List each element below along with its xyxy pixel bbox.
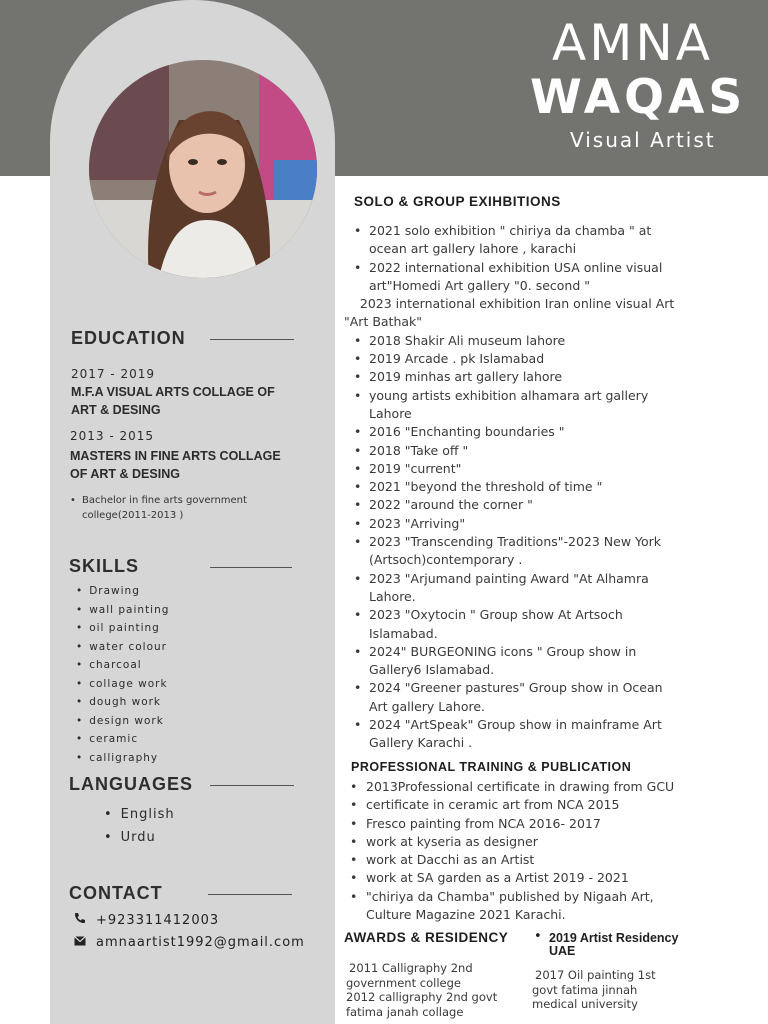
exhibition-item: • 2023 "Transcending Traditions"-2023 New York (Artsoch)contemporary .	[344, 533, 754, 570]
residency-line1: 2019 Artist Residency	[549, 931, 679, 945]
residency-line2: UAE	[549, 943, 576, 958]
contact-phone-row[interactable]	[74, 912, 219, 928]
skills-heading: SKILLS	[69, 556, 140, 576]
award-line: govt fatima jinnah	[532, 982, 638, 997]
name-first: AMNA	[552, 14, 713, 72]
contact-heading: CONTACT	[69, 883, 163, 903]
role-title: Visual Artist	[570, 128, 716, 152]
exhibition-item: • young artists exhibition alhamara art gallery Lahore	[344, 387, 754, 424]
envelope-icon	[74, 935, 88, 950]
languages-heading: LANGUAGES	[69, 774, 194, 794]
education-title-1	[71, 383, 275, 419]
exhibition-item: • 2018 Shakir Ali museum lahore	[344, 332, 754, 350]
exhibition-item: • 2016 "Enchanting boundaries "	[344, 423, 754, 441]
skill-item: • dough work	[76, 695, 169, 714]
education-title-2-line1: MASTERS IN FINE ARTS COLLAGE	[70, 449, 281, 463]
exhibition-item: • 2023 "Oxytocin " Group show At Artsoch Islamabad.	[344, 606, 754, 643]
exhibition-item: • 2019 Arcade . pk Islamabad	[344, 350, 754, 368]
exhibition-item: • 2023 "Arjumand painting Award "At Alhamra Lahore.	[344, 570, 754, 607]
exhibition-item: • 2022 international exhibition USA online visual art"Homedi Art gallery "0. second "	[344, 259, 754, 296]
name-last: WAQAS	[530, 70, 747, 125]
bullet-icon: •	[70, 495, 76, 506]
training-item: • "chiriya da Chamba" published by Nigaah Art, Culture Magazine 2021 Karachi.	[344, 888, 754, 925]
training-item: • work at kyseria as designer	[344, 833, 754, 851]
award-line: 2017 Oil painting 1st	[535, 968, 656, 982]
exhibition-item: • 2021 solo exhibition " chiriya da chamba " at ocean art gallery lahore , karachi	[344, 222, 754, 259]
exhibition-item: • 2023 "Arriving"	[344, 515, 754, 533]
skill-item: • charcoal	[76, 658, 169, 677]
language-item: • Urdu	[104, 830, 175, 853]
skill-item: • calligraphy	[76, 751, 169, 770]
education-years-1: 2017 - 2019	[71, 367, 156, 381]
contact-phone[interactable]: +923311412003	[96, 913, 220, 928]
skill-item: • wall painting	[76, 603, 169, 622]
education-title-2	[70, 447, 281, 483]
skill-item: • water colour	[76, 640, 169, 659]
skills-rule	[210, 567, 292, 568]
languages-list	[104, 807, 175, 853]
profile-photo	[89, 60, 317, 278]
award-line: fatima janah collage	[346, 1004, 464, 1019]
award-line: medical university	[532, 997, 638, 1011]
education-title-1-line1: M.F.A VISUAL ARTS COLLAGE OF	[71, 385, 275, 399]
education-bullet-line2: college(2011-2013 )	[82, 510, 184, 521]
residency-title	[549, 932, 678, 957]
education-bullet-line1: Bachelor in fine arts government	[82, 495, 247, 506]
training-item: • work at Dacchi as an Artist	[344, 851, 754, 869]
education-heading: EDUCATION	[71, 328, 186, 348]
contact-rule	[208, 894, 292, 895]
training-item: • work at SA garden as a Artist 2019 - 2021	[344, 869, 754, 887]
exhibition-item: • 2022 "around the corner "	[344, 496, 754, 514]
award-line: 2012 calligraphy 2nd govt	[346, 990, 498, 1004]
exhibition-item: • 2019 minhas art gallery lahore	[344, 368, 754, 386]
language-item: • English	[104, 807, 175, 830]
education-title-2-line2: OF ART & DESING	[70, 467, 180, 481]
awards-heading: AWARDS & RESIDENCY	[344, 930, 509, 945]
awards-right	[532, 968, 656, 1012]
exhibitions-heading: SOLO & GROUP EXIHBITIONS	[354, 194, 561, 209]
exhibition-item: • 2024 "Greener pastures" Group show in Ocean Art gallery Lahore.	[344, 679, 754, 716]
exhibition-item: • 2018 "Take off "	[344, 442, 754, 460]
contact-email[interactable]: amnaartist1992@gmail.com	[96, 935, 305, 950]
skill-item: • design work	[76, 714, 169, 733]
contact-email-row[interactable]	[74, 935, 305, 950]
exhibition-item: • 2024" BURGEONING icons " Group show in Gallery6 Islamabad.	[344, 643, 754, 680]
training-item: • Fresco painting from NCA 2016- 2017	[344, 815, 754, 833]
award-line: 2011 Calligraphy 2nd	[349, 961, 473, 975]
exhibition-item: • 2024 "ArtSpeak" Group show in mainframe Art Gallery Karachi .	[344, 716, 754, 753]
award-line: government college	[346, 975, 461, 990]
skills-list	[76, 584, 169, 769]
skill-item: • Drawing	[76, 584, 169, 603]
skill-item: • oil painting	[76, 621, 169, 640]
exhibition-item: • 2019 "current"	[344, 460, 754, 478]
education-title-1-line2: ART & DESING	[71, 403, 161, 417]
skill-item: • ceramic	[76, 732, 169, 751]
training-item: • 2013Professional certificate in drawing from GCU	[344, 778, 754, 796]
skill-item: • collage work	[76, 677, 169, 696]
education-years-2: 2013 - 2015	[70, 429, 155, 443]
languages-rule	[210, 785, 294, 786]
training-list	[344, 778, 754, 924]
phone-icon	[74, 912, 88, 928]
bullet-icon: •	[534, 929, 542, 944]
awards-left	[346, 961, 497, 1019]
exhibitions-list	[344, 222, 754, 753]
profile-photo-image	[89, 60, 317, 278]
exhibition-item: • 2021 "beyond the threshold of time "	[344, 478, 754, 496]
education-rule	[210, 339, 294, 340]
training-item: • certificate in ceramic art from NCA 2015	[344, 796, 754, 814]
training-heading: PROFESSIONAL TRAINING & PUBLICATION	[351, 760, 632, 774]
exhibition-item: 2023 international exhibition Iran online visual Art "Art Bathak"	[344, 296, 675, 330]
education-bullet	[70, 493, 280, 523]
